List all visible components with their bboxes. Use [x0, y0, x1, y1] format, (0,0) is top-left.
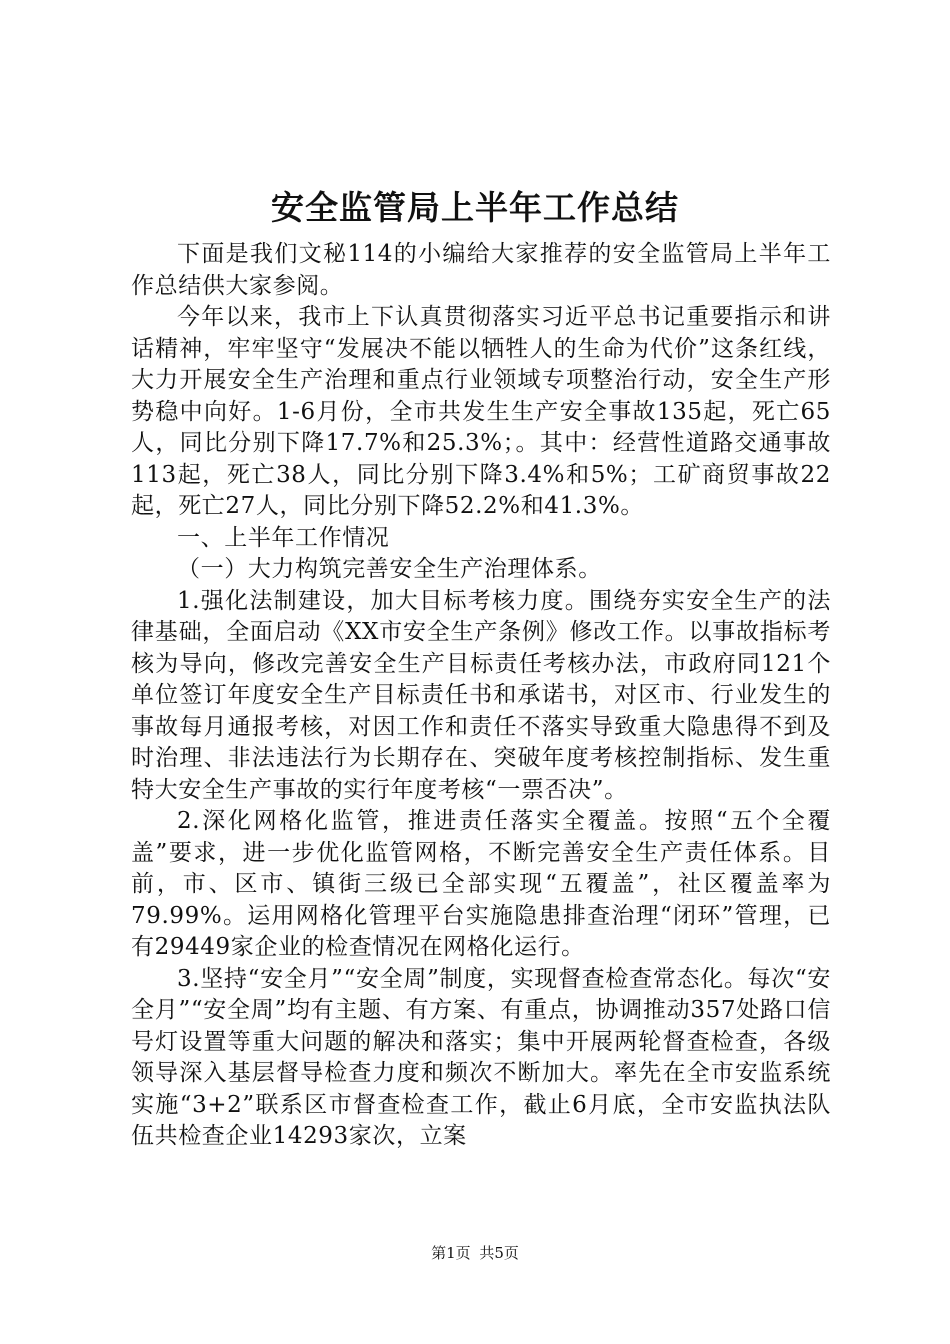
item-2-paragraph: 2.深化网格化监管，推进责任落实全覆盖。按照“五个全覆盖”要求，进一步优化监管网格，不断完善安全生产责任体系。目前，市、区市、镇街三级已全部实现“五覆盖”，社区覆盖率为79.99%。运用网格化管理平台实施隐患排查治理“闭环”管理，已有29449家企业的检查情况在网格化运行。 — [131, 808, 831, 960]
page-number: 第1页 — [431, 1244, 471, 1262]
document-body — [131, 239, 831, 1153]
item-1-paragraph: 1.强化法制建设，加大目标考核力度。围绕夯实安全生产的法律基础，全面启动《XX市安全生产条例》修改工作。以事故指标考核为导向，修改完善安全生产目标责任考核办法，市政府同121个单位签订年度安全生产目标责任书和承诺书，对区市、行业发生的事故每月通报考核，对因工作和责任不落实导致重大隐患得不到及时治理、非法违法行为长期存在、突破年度考核控制指标、发生重特大安全生产事故的实行年度考核“一票否决”。 — [131, 587, 831, 803]
section-heading: 一、上半年工作情况 — [177, 524, 390, 551]
page-total: 共5页 — [479, 1244, 519, 1262]
item-3-paragraph: 3.坚持“安全月”“安全周”制度，实现督查检查常态化。每次“安全月”“安全周”均有主题、有方案、有重点，协调推动357处路口信号灯设置等重大问题的解决和落实；集中开展两轮督查检查，各级领导深入基层督导检查力度和频次不断加大。率先在全市安监系统实施“3+2”联系区市督查检查工作，截止6月底，全市安监执法队伍共检查企业14293家次，立案 — [131, 965, 831, 1149]
intro-paragraph: 下面是我们文秘114的小编给大家推荐的安全监管局上半年工作总结供大家参阅。 — [131, 241, 831, 299]
overview-paragraph: 今年以来，我市上下认真贯彻落实习近平总书记重要指示和讲话精神，牢牢坚守“发展决不能以牺牲人的生命为代价”这条红线，大力开展安全生产治理和重点行业领域专项整治行动，安全生产形势稳中向好。1-6月份，全市共发生生产安全事故135起，死亡65人，同比分别下降17.7%和25.3%；。其中：经营性道路交通事故113起，死亡38人，同比分别下降3.4%和5%；工矿商贸事故22起，死亡27人，同比分别下降52.2%和41.3%。 — [131, 304, 831, 519]
page-footer — [0, 1243, 950, 1263]
subsection-heading: （一）大力构筑完善安全生产治理体系。 — [177, 556, 602, 582]
document-title: 安全监管局上半年工作总结 — [271, 188, 679, 227]
